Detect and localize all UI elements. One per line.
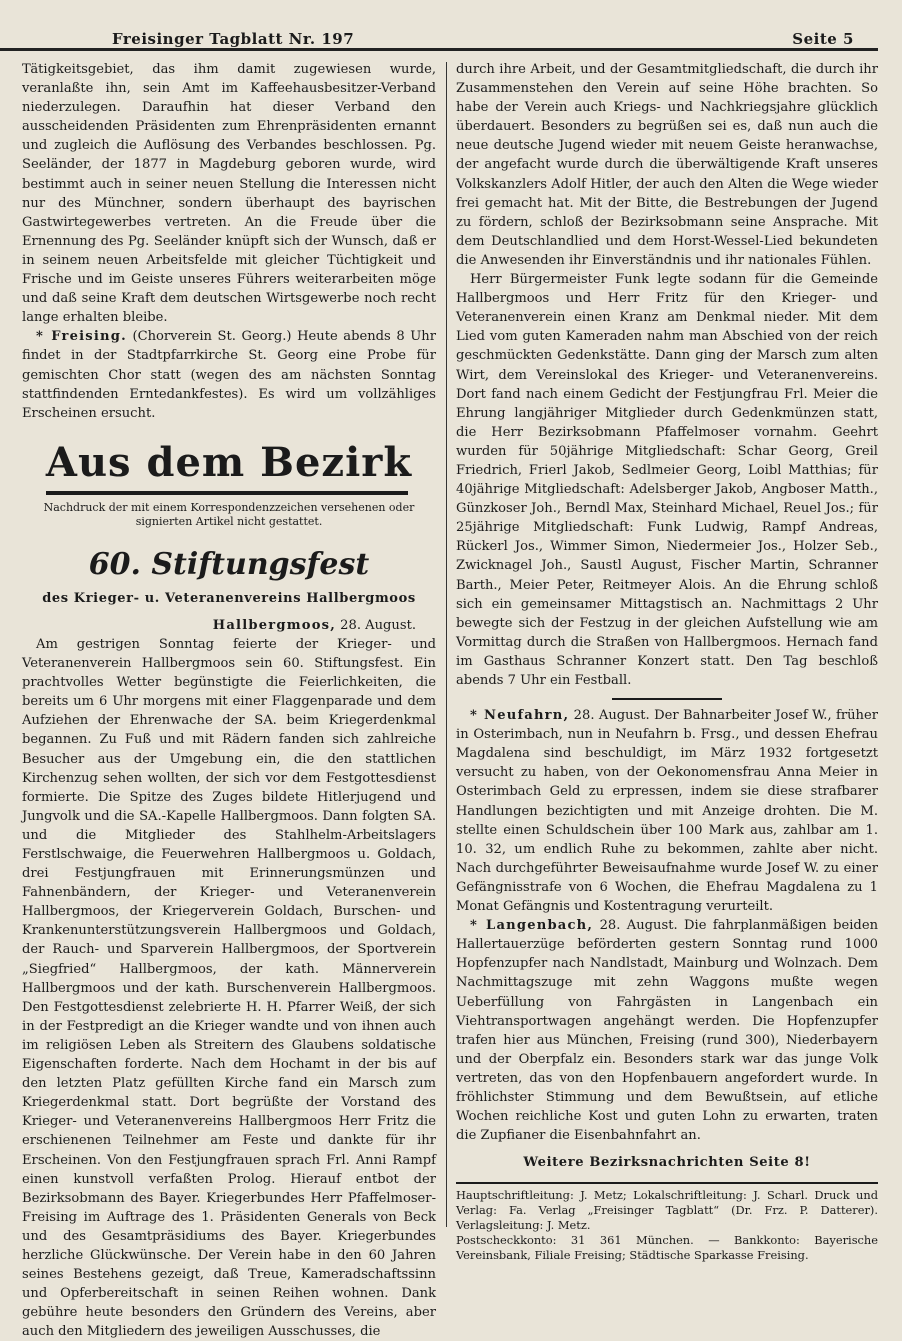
imprint-editorial: Hauptschriftleitung: J. Metz; Lokalschriftleitung: J. Scharl. Druck und Verlag: Fa. Verlag „Freisinger Tagblatt“ (Dr. Frz. P. Datterer). Verlagsleitung: J. Metz. bbox=[456, 1188, 878, 1233]
dateline bbox=[22, 616, 416, 635]
left-column bbox=[22, 60, 436, 1341]
neufahrn-notice bbox=[456, 706, 878, 916]
masthead-title: Freisinger Tagblatt Nr. 197 bbox=[112, 30, 355, 48]
section-title: Aus dem Bezirk bbox=[45, 438, 413, 486]
subheadline: des Krieger- u. Veteranenvereins Hallbergmoos bbox=[42, 590, 416, 606]
dateline-place: Hallbergmoos, bbox=[212, 617, 336, 633]
freising-label: * Freising. bbox=[36, 329, 127, 345]
right-column bbox=[456, 60, 878, 1263]
freising-notice bbox=[22, 327, 436, 422]
headline: 60. Stiftungsfest bbox=[88, 546, 370, 582]
imprint-rule bbox=[456, 1182, 878, 1184]
more-news-reference: Weitere Bezirksnachrichten Seite 8! bbox=[523, 1155, 811, 1171]
column-divider bbox=[446, 62, 447, 1227]
imprint-banking: Postscheckkonto: 31 361 München. — Bankkonto: Bayerische Vereinsbank, Filiale Freising; Städtische Sparkasse Freising. bbox=[456, 1233, 878, 1263]
langenbach-label: * Langenbach, bbox=[470, 918, 594, 934]
page-number: Seite 5 bbox=[792, 30, 854, 48]
section-rule bbox=[46, 491, 408, 495]
article-text: Tätigkeitsgebiet, das ihm damit zugewiesen wurde, veranlaßte ihn, sein Amt im Kaffeehausbesitzer-Verband niederzulegen. Daraufhin hat dieser Verband den ausscheidenden Präsidenten zum Ehrenpräsidenten ernannt und zugleich die Auflösung des Verbandes beschlossen. Pg. Seeländer, der 1877 in Magdeburg geboren wurde, wird bestimmt auch in seiner neuen Stellung die Interessen nicht nur des Münchner, sondern überhaupt des bayrischen Gastwirtegewerbes vertreten. An die Freude über die Ernennung des Pg. Seeländer knüpft sich der Wunsch, daß er in seinem neuen Arbeitsfelde mit gleicher Tüchtigkeit und Frische und im Geiste unseres Führers weiterarbeiten möge und daß seine Kraft dem deutschen Wirtsgewerbe noch recht lange erhalten bleibe. bbox=[22, 62, 436, 326]
article-continuation-2: Herr Bürgermeister Funk legte sodann für die Gemeinde Hallbergmoos und Herr Fritz für den Krieger- und Veteranenverein einen Kranz am Denkmal nieder. Mit dem Lied vom guten Kameraden nahm man Abschied von der reich geschmückten Gedenkstätte. Dann ging der Marsch zum alten Wirt, dem Vereinslokal des Krieger- und Veteranenvereins. Dort fand nach einem Gedicht der Festjungfrau Frl. Meier die Ehrung langjähriger Mitglieder durch Gedenkmünzen statt, die Herr Bezirksobmann Pfaffelmoser vornahm. Geehrt wurden für 50jährige Mitgliedschaft: Schar Georg, Greil Friedrich, Frierl Jakob, Sedlmeier Georg, Loibl Matthias; für 40jährige Mitgliedschaft: Adelsberger Jakob, Angboser Matth., Günzkoser Joh., Berndl Max, Steinhard Michael, Reuel Jos.; für 25jährige Mitgliedschaft: Funk Ludwig, Rampf Andreas, Rückerl Jos., Wimmer Simon, Niedermeier Jos., Holzer Seb., Zwicknagel Joh., Saustl August, Fischer Martin, Schranner Barth., Meier Peter, Reitmeyer Alois. An die Ehrung schloß sich ein gemeinsamer Mittagstisch an. Nachmittags 2 Uhr bewegte sich der Festzug in der gleichen Aufstellung wie am Vormittag durch die Straßen von Hallbergmoos. Hernach fand im Gasthaus Schranner Konzert statt. Den Tag beschloß abends 7 Uhr ein Festball. bbox=[456, 272, 878, 688]
freising-text: (Chorverein St. Georg.) Heute abends 8 Uhr findet in der Stadtpfarrkirche St. Georg eine Probe für gemischten Chor statt (wegen des am nächsten Sonntag stattfindenden Erntedankfestes). Es wird um vollzähliges Erscheinen ersucht. bbox=[22, 329, 436, 421]
article-body: Am gestrigen Sonntag feierte der Krieger- und Veteranenverein Hallbergmoos sein 60. Stiftungsfest. Ein prachtvolles Wetter begünstigte die Feierlichkeiten, die bereits um 6 Uhr morgens mit einer Flaggenparade und dem Aufziehen der Ehrenwache der SA. beim Kriegerdenkmal begannen. Zu Fuß und mit Rädern fanden sich zahlreiche Besucher aus der Umgebung ein, die den stattlichen Kirchenzug sehen wollten, der sich vor dem Festgottesdienst formierte. Die Spitze des Zuges bildete Hitlerjugend und Jungvolk und die SA.-Kapelle Hallbergmoos. Dann folgten SA. und die Mitglieder des Stahlhelm-Arbeitslagers Ferstlschwaige, die Feuerwehren Hallbergmoos u. Goldach, drei Festjungfrauen mit Erinnerungsmünzen und Fahnenbändern, der Krieger- und Veteranenverein Hallbergmoos, der Kriegerverein Goldach, Burschen- und Krankenunterstützungsverein Hallbergmoos und Goldach, der Rauch- und Sparverein Hallbergmoos, der Sportverein „Siegfried“ Hallbergmoos, der kath. Männerverein Hallbergmoos und der kath. Burschenverein Hallbergmoos. Den Festgottesdienst zelebrierte H. H. Pfarrer Weiß, der sich in der Festpredigt an die Krieger wandte und von ihnen auch im religiösen Leben als Streitern des Glaubens soldatische Eigenschaften forderte. Nach dem Hochamt in der bis auf den letzten Platz gefüllten Kirche fand ein Marsch zum Kriegerdenkmal statt. Dort begrüßte der Vorstand des Krieger- und Veteranenvereins Hallbergmoos Herr Fritz die erschienenen Teilnehmer am Feste und dankte für ihr Erscheinen. Von den Festjungfrauen sprach Frl. Anni Rampf einen kunstvoll verfaßten Prolog. Hierauf entbot der Bezirksobmann des Bayer. Kriegerbundes Herr Pfaffelmoser-Freising im Auftrage des 1. Präsidenten Generals von Beck und des Gesamtpräsidiums des Bayer. Kriegerbundes herzliche Glückwünsche. Der Verein habe in den 60 Jahren seines Bestehens gezeigt, daß Treue, Kameradschaftssinn und Opferbereitschaft in seinen Reihen wohnen. Dank gebühre heute besonders den Gründern des Vereins, aber auch den Mitgliedern des jeweiligen Ausschusses, die bbox=[22, 636, 436, 1340]
dateline-date: 28. August. bbox=[340, 617, 416, 633]
langenbach-notice bbox=[456, 916, 878, 1145]
langenbach-text: 28. August. Die fahrplanmäßigen beiden Hallertauerzüge beförderten gestern Sonntag rund 1000 Hopfenzupfer nach Nandlstadt, Mainburg und Wolnzach. Dem Nachmittagszuge mit zehn Waggons mußte wegen Ueberfüllung von Fahrgästen in Langenbach ein Viehtransportwagen angehängt werden. Die Hopfenzupfer trafen hier aus München, Freising (rund 300), Niederbayern und der Oberpfalz ein. Besonders stark war das junge Volk vertreten, das von den Hopfenbauern angefordert wurde. In fröhlichster Stimmung und dem Bewußtsein, auf etliche Wochen reichliche Kost und guten Lohn zu erwarten, traten die Zupfianer die Eisenbahnfahrt an. bbox=[456, 918, 878, 1144]
neufahrn-label: * Neufahrn, bbox=[470, 708, 570, 724]
neufahrn-text: 28. August. Der Bahnarbeiter Josef W., früher in Osterimbach, nun in Neufahrn b. Frsg., und dessen Ehefrau Magdalena sind beschuldigt, im März 1932 fortgesetzt versucht zu haben, von der Oekonomensfrau Anna Meier in Osterimbach Geld zu erpressen, indem sie diese strafbarer Handlungen bezichtigten und mit Anzeige drohten. Die M. stellte einen Schuldschein über 100 Mark aus, zahlbar am 1. 10. 32, um endlich Ruhe zu bekommen, zahlte aber nicht. Nach durchgeführter Beweisaufnahme wurde Josef W. zu einer Gefängnisstrafe von 6 Wochen, die Ehefrau Magdalena zu 1 Monat Gefängnis und Kostentragung verurteilt. bbox=[456, 708, 878, 915]
masthead bbox=[6, 26, 862, 48]
article-continuation: durch ihre Arbeit, und der Gesamtmitgliedschaft, die durch ihr Zusammenstehen den Verein auf seine Höhe brachten. So habe der Verein auch Kriegs- und Nachkriegsjahre glücklich überdauert. Besonders zu begrüßen sei es, daß nun auch die neue deutsche Jugend wieder mit neuem Geiste heranwachse, der angefacht wurde durch die überwältigende Kraft unseres Volkskanzlers Adolf Hitler, der auch den Alten die Wege wieder frei gemacht hat. Mit der Bitte, die Bestrebungen der Jugend zu fördern, schloß der Bezirksobmann seine Ansprache. Mit dem Deutschlandlied und dem Horst-Wessel-Lied bekundeten die Anwesenden ihr Einverständnis und ihr nationales Fühlen. bbox=[456, 62, 878, 268]
masthead-rule bbox=[0, 48, 878, 51]
reprint-note: Nachdruck der mit einem Korrespondenzzeichen versehenen oder signierten Artikel nicht gestattet. bbox=[43, 500, 415, 528]
article-separator bbox=[612, 698, 722, 700]
